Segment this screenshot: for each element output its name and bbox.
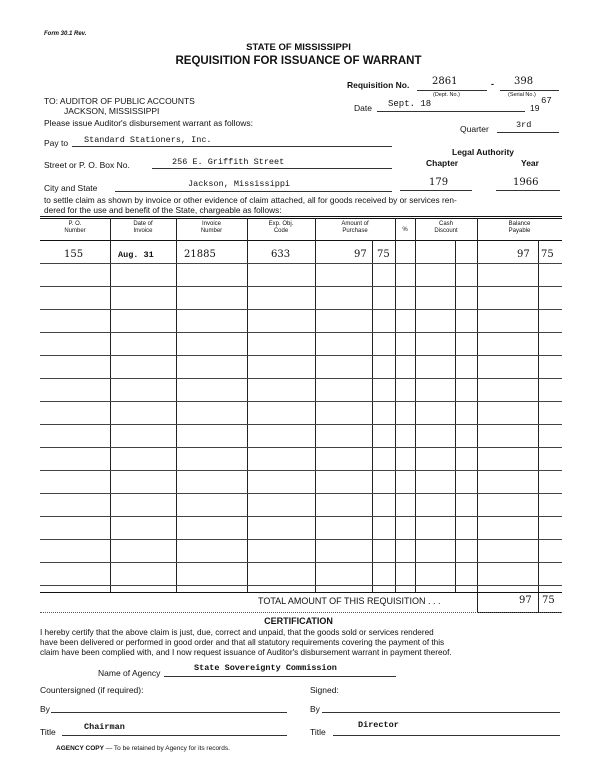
- street-line: [152, 168, 392, 169]
- requisition-label: Requisition No.: [347, 80, 410, 90]
- state-heading: STATE OF MISSISSIPPI: [246, 42, 351, 53]
- header-cash-discount: Cash Discount: [434, 221, 458, 234]
- agency-value: State Sovereignty Commission: [194, 663, 337, 673]
- by-left-line: [51, 712, 287, 713]
- row-invoice-number: 21885: [184, 249, 216, 260]
- serial-no-value: 398: [514, 76, 534, 87]
- footer: [56, 745, 230, 752]
- certification-line3: claim have been complied with, and I now request issuance of Auditor's disbursement warrant in payment thereof.: [40, 648, 452, 657]
- total-label: TOTAL AMOUNT OF THIS REQUISITION . . .: [258, 596, 441, 606]
- street-value: 256 E. Griffith Street: [172, 157, 285, 167]
- separator: [40, 612, 562, 613]
- legal-authority-heading: Legal Authority: [452, 147, 515, 157]
- title-left-value: Chairman: [84, 722, 125, 732]
- dash: -: [491, 79, 494, 89]
- city-value: Jackson, Mississippi: [188, 179, 291, 189]
- certification-heading: CERTIFICATION: [264, 616, 333, 626]
- date-value: Sept. 18: [388, 99, 432, 109]
- by-right-label: By: [310, 704, 320, 714]
- header-po: P. O. Number: [64, 221, 86, 234]
- chapter-label: Chapter: [426, 158, 459, 168]
- by-right-line: [322, 712, 560, 713]
- title-right-line: [333, 735, 560, 736]
- row-date-of-invoice: Aug. 31: [118, 250, 154, 260]
- to-line3: Please issue Auditor's disbursement warrant as follows:: [44, 118, 254, 128]
- street-label: Street or P. O. Box No.: [44, 160, 130, 170]
- serial-caption: (Serial No.): [508, 92, 536, 98]
- year-line: [496, 190, 560, 191]
- signed-label: Signed:: [310, 685, 339, 695]
- to-line2: JACKSON, MISSISSIPPI: [64, 106, 160, 116]
- certification-line1: I hereby certify that the above claim is just, due, correct and unpaid, that the goods sold or services rendered: [40, 628, 434, 637]
- header-amount-of-purchase: Amount of Purchase: [341, 221, 369, 234]
- dept-no-value: 2861: [432, 76, 458, 87]
- header-invoice-number: Invoice Number: [200, 221, 223, 234]
- year-suffix: 67: [541, 96, 552, 106]
- total-dollars: 97: [519, 595, 532, 606]
- city-line: [115, 191, 392, 192]
- header-exp-obj-code: Exp. Obj. Code: [268, 221, 294, 234]
- row-balance-dollars: 97: [517, 249, 530, 260]
- agency-label: Name of Agency: [98, 668, 161, 678]
- row-amount-dollars: 97: [354, 249, 367, 260]
- agency-copy-label: AGENCY COPY: [56, 745, 104, 752]
- total-cents: 75: [542, 595, 555, 606]
- title-right-label: Title: [310, 727, 326, 737]
- title-right-value: Director: [358, 720, 399, 730]
- row-po-number: 155: [64, 249, 84, 260]
- form-number: Form 30.1 Rev.: [44, 31, 87, 37]
- claim-text-line2: dered for the use and benefit of the State, chargeable as follows:: [44, 205, 282, 215]
- row-exp-obj-code: 633: [271, 249, 291, 260]
- agency-line: [164, 676, 396, 677]
- quarter-line: [497, 132, 559, 133]
- pay-to-value: Standard Stationers, Inc.: [84, 135, 212, 145]
- legal-year-value: 1966: [513, 177, 539, 188]
- chapter-line: [400, 190, 472, 191]
- year-prefix: 19: [530, 103, 540, 113]
- pay-to-label: Pay to: [44, 138, 69, 148]
- dept-caption: (Dept. No.): [433, 92, 460, 98]
- header-date-of-invoice: Date of Invoice: [133, 221, 153, 234]
- title-left-line: [62, 735, 287, 736]
- chapter-value: 179: [429, 177, 449, 188]
- to-line1: TO: AUDITOR OF PUBLIC ACCOUNTS: [44, 96, 195, 106]
- retain-text: — To be retained by Agency for its records.: [103, 745, 230, 752]
- date-line: [377, 111, 525, 112]
- year-label: Year: [521, 158, 539, 168]
- header-balance-payable: Balance Payable: [508, 221, 531, 234]
- claim-text-line1: to settle claim as shown by invoice or other evidence of claim attached, all for goods received by or services ren-: [44, 195, 457, 205]
- form-title: REQUISITION FOR ISSUANCE OF WARRANT: [175, 55, 422, 67]
- date-label: Date: [354, 103, 372, 113]
- by-left-label: By: [40, 704, 50, 714]
- serial-no-line: [500, 90, 559, 91]
- pay-to-line: [72, 146, 392, 147]
- quarter-label: Quarter: [460, 124, 489, 134]
- countersigned-label: Countersigned (if required):: [40, 685, 144, 695]
- city-label: City and State: [44, 183, 98, 193]
- row-balance-cents: 75: [541, 249, 554, 260]
- quarter-value: 3rd: [516, 120, 532, 130]
- dept-no-line: [417, 90, 487, 91]
- row-amount-cents: 75: [377, 249, 390, 260]
- title-left-label: Title: [40, 727, 56, 737]
- header-percent: %: [402, 227, 408, 233]
- certification-line2: have been delivered or performed in good order and that all statutory requirements covering the payment of this: [40, 638, 445, 647]
